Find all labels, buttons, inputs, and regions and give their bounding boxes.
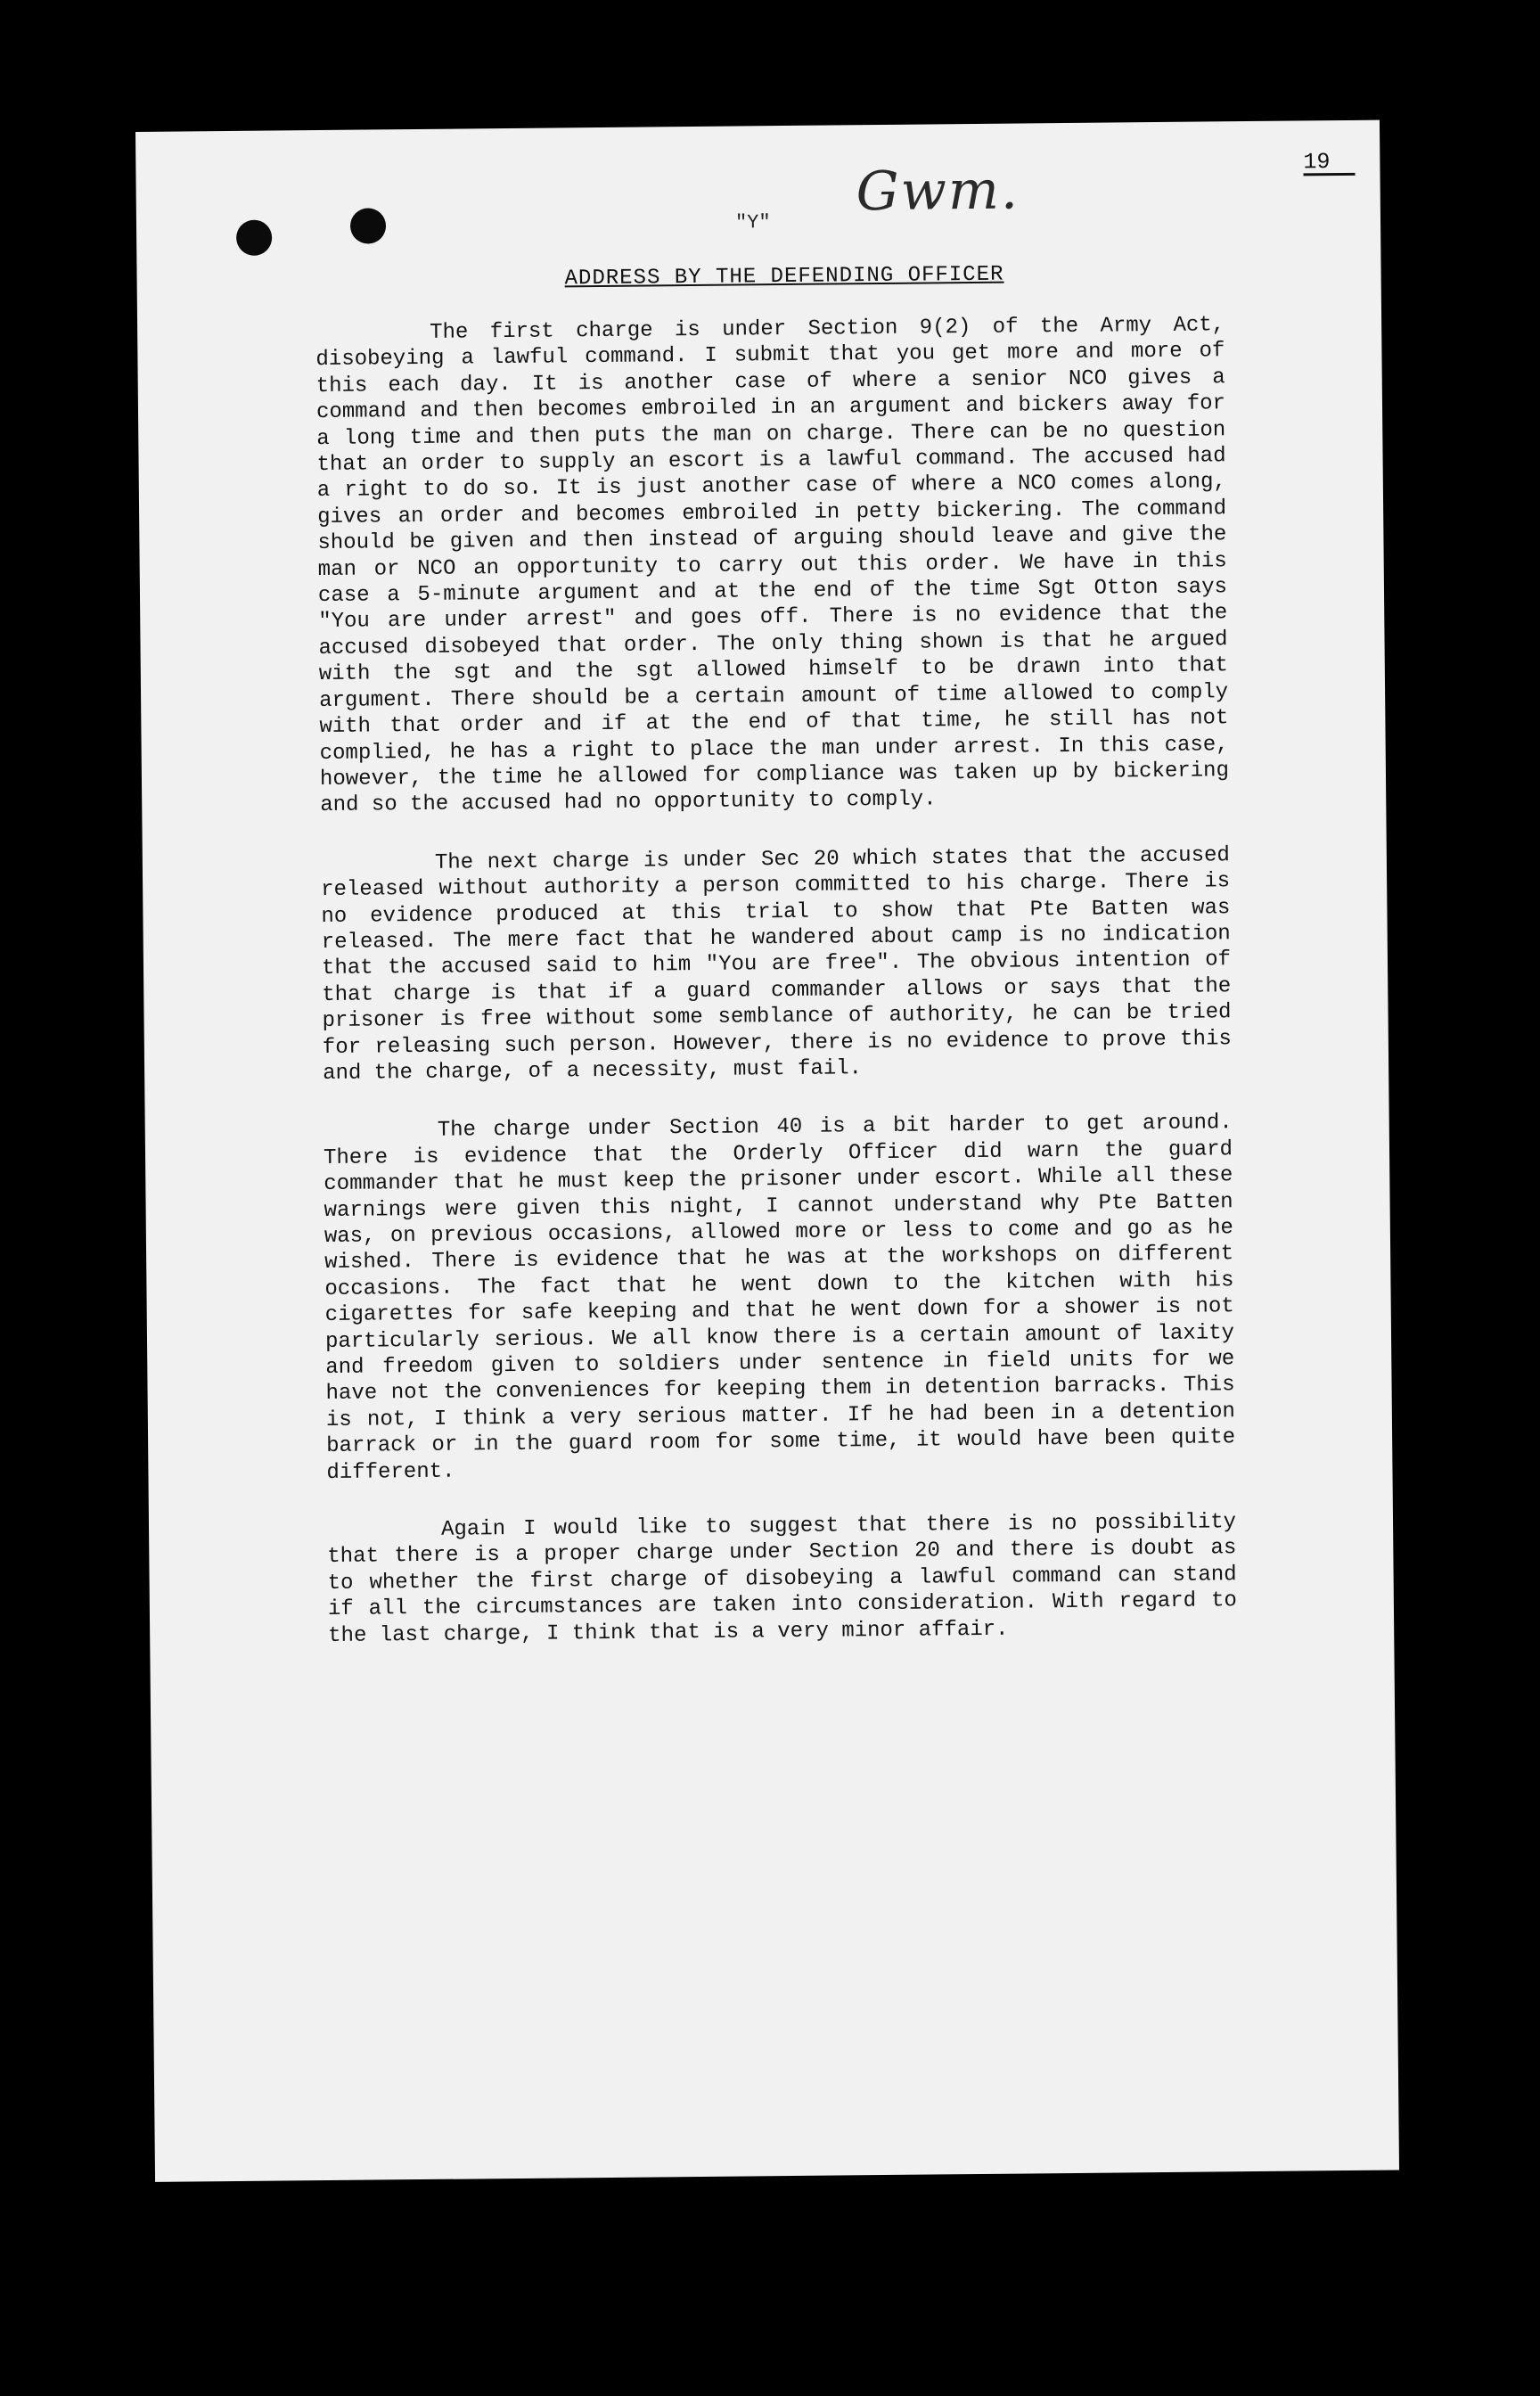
paragraph: Again I would like to suggest that there is no possibility that there is a proper charge under Section 20 and there is doubt as to whether the first charge of disobeying a lawful command can stand if all the circumstances are taken into consideration. With regard to the last charge, I think that is a very minor affair. [327, 1510, 1238, 1648]
page-number: 19 [1303, 151, 1355, 176]
document-body [315, 312, 1238, 1681]
punch-hole [350, 208, 386, 243]
paragraph: The first charge is under Section 9(2) of the Army Act, disobeying a lawful command. I submit that you get more and more of this each day. It is another case of where a senior NCO gives a command and then becomes embroiled in an argument and bickers away for a long time and then puts the man on charge. There can be no question that an order to supply an escort is a lawful command. The accused had a right to do so. It is just another case of where a NCO comes along, gives an order and becomes embroiled in petty bickering. The command should be given and then instead of arguing should leave and give the man or NCO an opportunity to carry out this order. We have in this case a 5-minute argument and at the end of the time Sgt Otton says "You are under arrest" and goes off. There is no evidence that the accused disobeyed that order. The only thing shown is that he argued with the sgt and the sgt allowed himself to be drawn into that argument. There should be a certain amount of time allowed to comply with that order and if at the end of that time, he still has not complied, he has a right to place the man under arrest. In this case, however, the time he allowed for compliance was taken up by bickering and so the accused had no opportunity to comply. [315, 313, 1230, 818]
handwritten-initials: Gwm. [856, 159, 1020, 224]
punch-hole [236, 220, 272, 256]
paragraph: The next charge is under Sec 20 which states that the accused released without authority a person committed to his charge. There is no evidence produced at this trial to show that Pte Batten was released. The mere fact that he wandered about camp is no indication that the accused said to him "You are free". The obvious intention of that charge is that if a guard commander allows or says that the prisoner is free without some semblance of authority, he can be tried for releasing such person. However, there is no evidence to prove this and the charge, of a necessity, must fail. [321, 842, 1232, 1086]
document-page [135, 120, 1399, 2182]
document-title: ADDRESS BY THE DEFENDING OFFICER [564, 262, 1004, 291]
annex-mark: "Y" [734, 211, 771, 234]
paragraph: The charge under Section 40 is a bit harder to get around. There is evidence that the Orderly Officer did warn the guard commander that he must keep the prisoner under escort. While all these warnings were given this night, I cannot understand why Pte Batten was, on previous occasions, allowed more or less to come and go as he wished. There is evidence that he was at the workshops on different occasions. The fact that he went down to the kitchen with his cigarettes for safe keeping and that he went down for a shower is not particularly serious. We all know there is a certain amount of laxity and freedom given to soldiers under sentence in field units for we have not the conveniences for keeping them in detention barracks. This is not, I think a very serious matter. If he had been in a detention barrack or in the guard room for some time, it would have been quite different. [323, 1111, 1236, 1485]
